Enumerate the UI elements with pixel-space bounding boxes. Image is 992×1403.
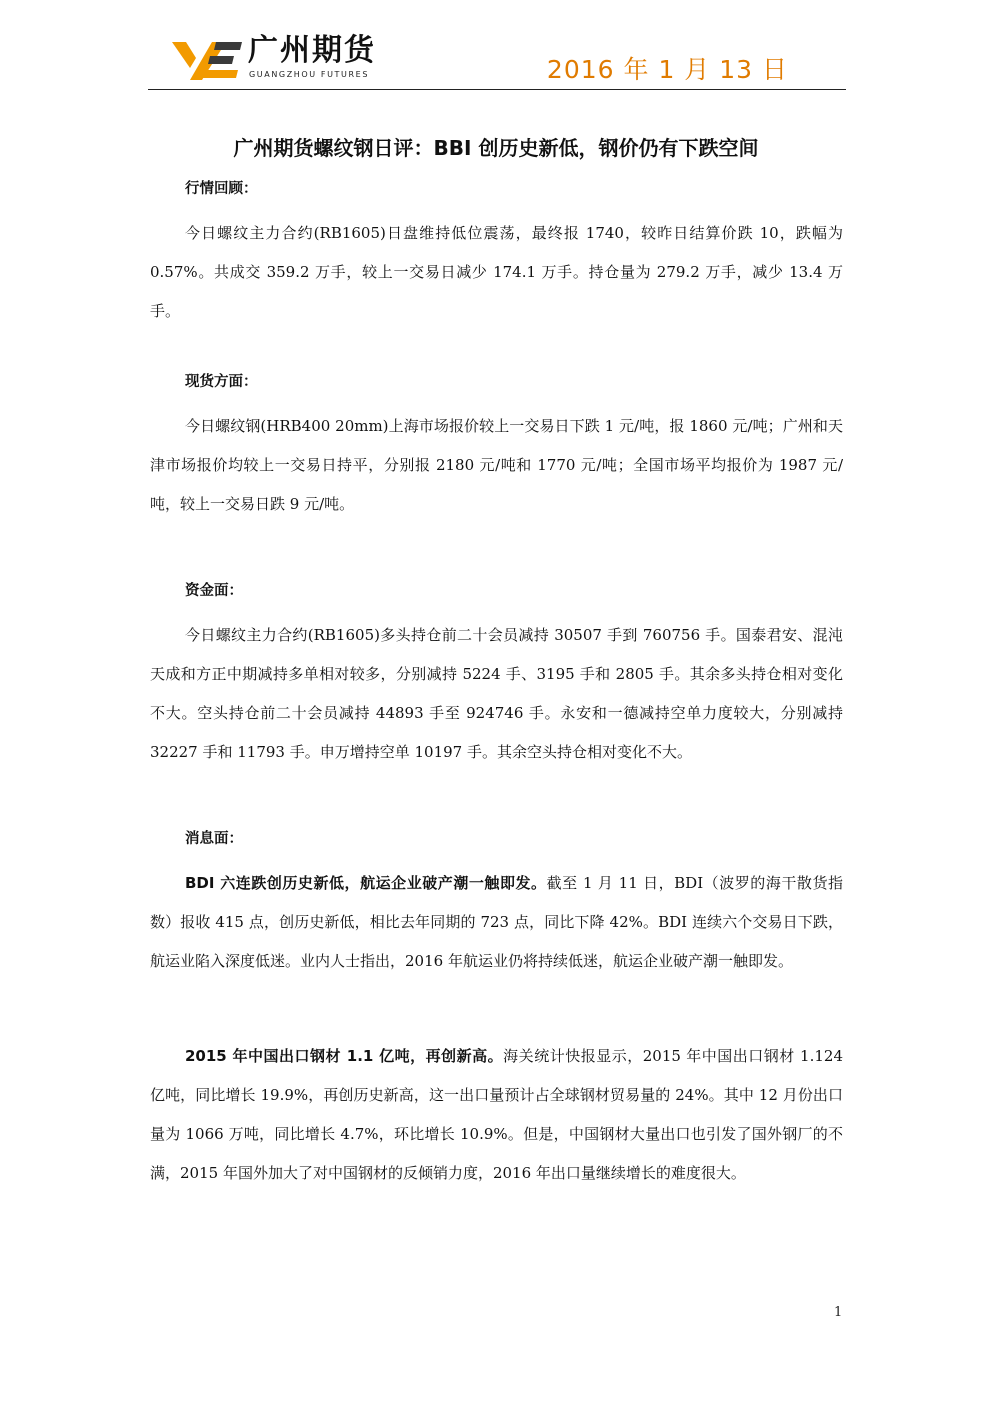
news-bdi-lead: BDI 六连跌创历史新低，航运企业破产潮一触即发。 <box>185 874 547 892</box>
report-date: 2016 年 1 月 13 日 <box>546 55 788 84</box>
report-title: 广州期货螺纹钢日评：BBI 创历史新低，钢价仍有下跌空间 <box>233 136 759 160</box>
company-name-en: GUANGZHOU FUTURES <box>249 70 369 79</box>
paragraph-spot: 今日螺纹钢(HRB400 20mm)上海市场报价较上一交易日下跌 1 元/吨，报 1860 元/吨；广州和天津市场报价均较上一交易日持平，分别报 2180 元/吨和 1770 元/吨；全国市场平均报价为 1987 元/吨，较上一交易日跌 9 元/吨。 <box>150 417 843 513</box>
section-heading-spot: 现货方面： <box>185 374 258 390</box>
report-body <box>150 178 843 1193</box>
page-header <box>148 30 846 90</box>
page-number: 1 <box>834 1305 843 1320</box>
header-divider <box>148 89 846 90</box>
section-heading-news: 消息面： <box>185 831 243 847</box>
section-heading-review: 行情回顾： <box>185 181 258 197</box>
company-logo-icon <box>172 38 242 82</box>
paragraph-news-export <box>150 1037 843 1193</box>
section-heading-funds: 资金面： <box>185 583 243 599</box>
paragraph-review: 今日螺纹主力合约(RB1605)日盘维持低位震荡，最终报 1740，较昨日结算价跌 10，跌幅为 0.57%。共成交 359.2 万手，较上一交易日减少 174.1 万手。持仓量为 279.2 万手，减少 13.4 万手。 <box>150 224 843 320</box>
news-bdi-text: 截至 1 月 11 日，BDI（波罗的海干散货指数）报收 415 点，创历史新低，相比去年同期的 723 点，同比下降 42%。BDI 连续六个交易日下跌，航运业陷入深度低迷。业内人士指出，2016 年航运业仍将持续低迷，航运企业破产潮一触即发。 <box>150 874 843 970</box>
news-export-lead: 2015 年中国出口钢材 1.1 亿吨，再创新高。 <box>185 1047 504 1065</box>
paragraph-news-bdi <box>150 864 843 981</box>
company-name-cn: 广州期货 <box>248 33 376 68</box>
news-export-text: 海关统计快报显示，2015 年中国出口钢材 1.124 亿吨，同比增长 19.9%，再创历史新高，这一出口量预计占全球钢材贸易量的 24%。其中 12 月份出口量为 1066 万吨，同比增长 4.7%，环比增长 10.9%。但是，中国钢材大量出口也引发了国外钢厂的不满，2015 年国外加大了对中国钢材的反倾销力度，2016 年出口量继续增长的难度很大。 <box>150 1047 843 1182</box>
paragraph-funds: 今日螺纹主力合约(RB1605)多头持仓前二十会员减持 30507 手到 760756 手。国泰君安、混沌天成和方正中期减持多单相对较多，分别减持 5224 手、3195 手和 2805 手。其余多头持仓相对变化不大。空头持仓前二十会员减持 44893 手至 924746 手。永安和一德减持空单力度较大，分别减持 32227 手和 11793 手。申万增持空单 10197 手。其余空头持仓相对变化不大。 <box>150 626 843 761</box>
